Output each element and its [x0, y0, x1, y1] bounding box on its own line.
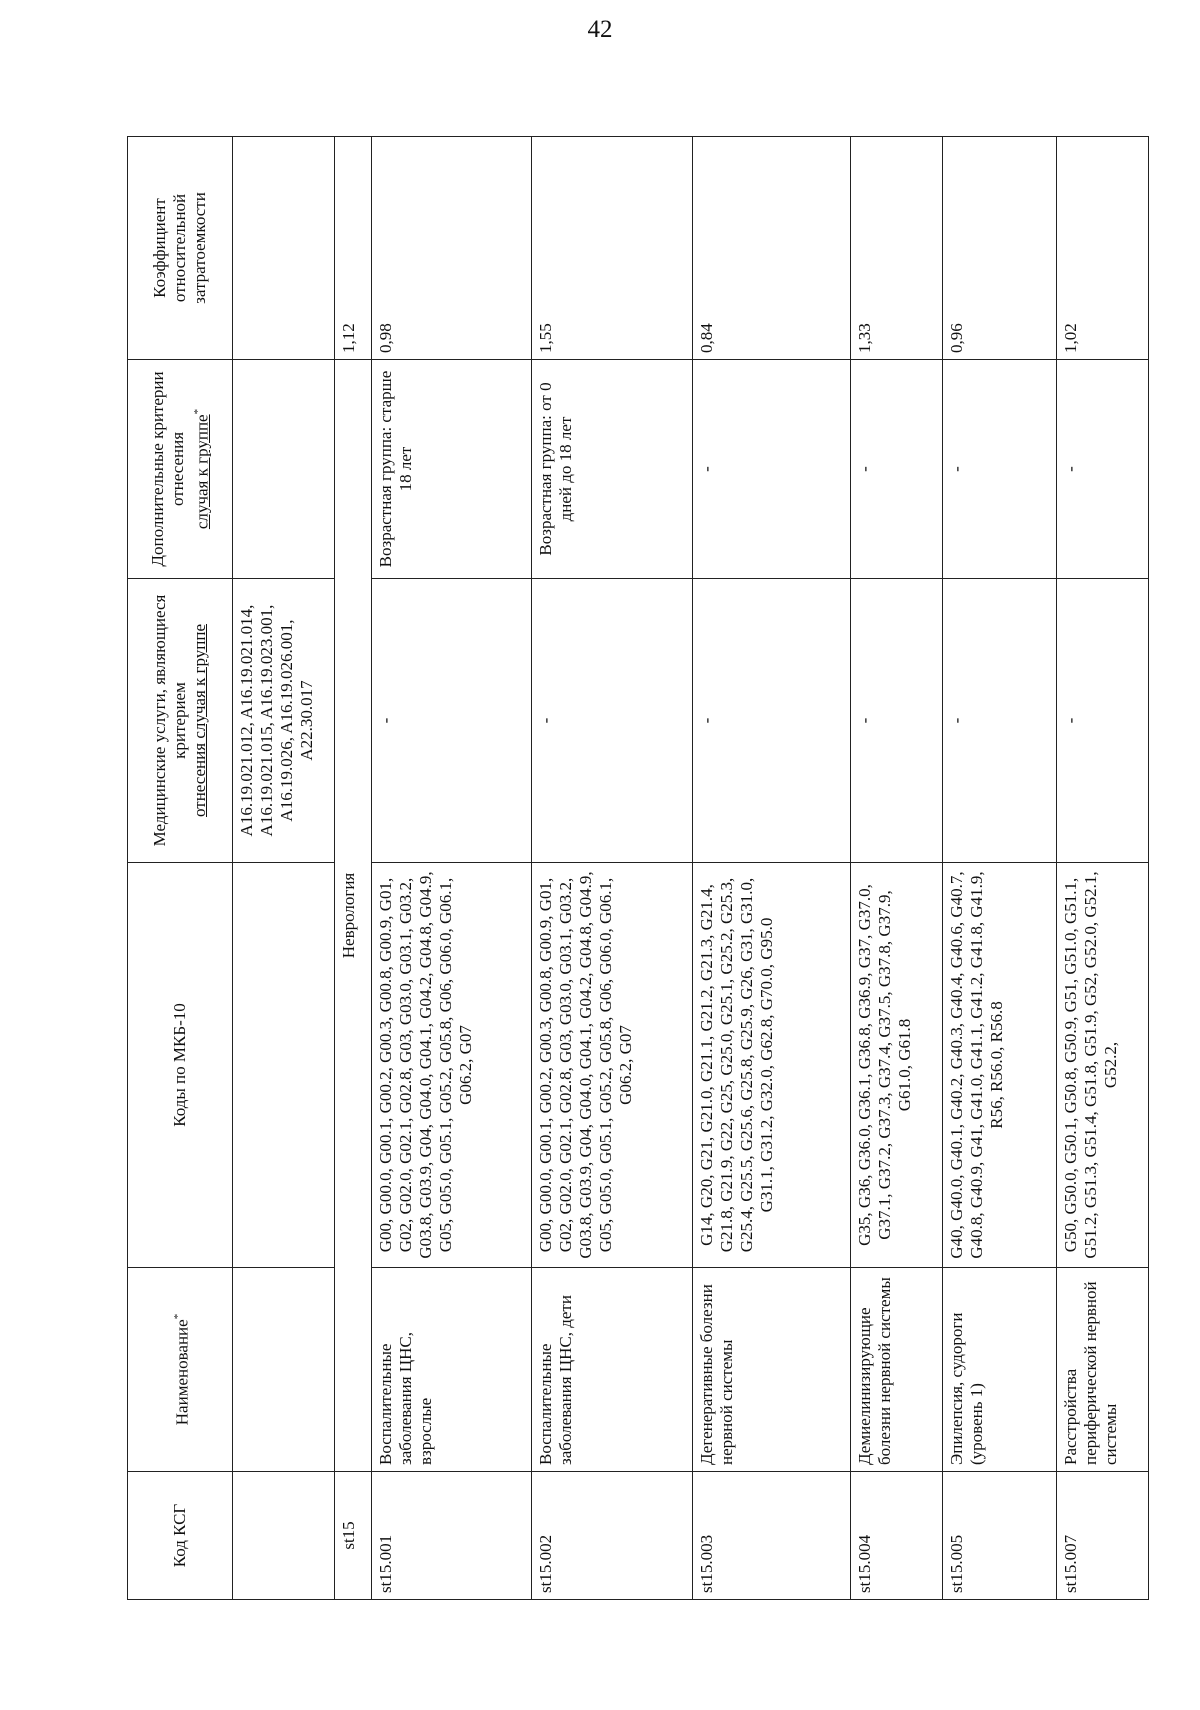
header-services: Медицинские услуги, являющиеся критерием отнесения случая к группе: [128, 579, 233, 863]
cell-services: -: [942, 579, 1057, 863]
cell-services: A16.19.021.012, A16.19.021.014, A16.19.021.015, A16.19.023.001, A16.19.026, A16.19.026.001, A22.30.017: [233, 579, 335, 863]
table-row: [1057, 137, 1149, 1600]
page-number: 42: [587, 16, 613, 43]
cell-code: st15.003: [692, 1472, 850, 1600]
section-row: [335, 137, 372, 1600]
cell-mkb: G00, G00.0, G00.1, G00.2, G00.3, G00.8, G00.9, G01, G02, G02.0, G02.1, G02.8, G03, G03.0, G03.1, G03.2, G03.8, G03.9, G04, G04.0, G04.1, G04.2, G04.8, G04.9, G05, G05.0, G05.1, G05.2, G05.8, G06, G06.0, G06.1, G06.2, G07: [372, 863, 532, 1268]
section-title: Неврология: [335, 360, 372, 1472]
cell-name: Воспалительные заболевания ЦНС, дети: [532, 1268, 692, 1472]
cell-name: Дегенеративные болезни нервной системы: [692, 1268, 850, 1472]
table-row: [942, 137, 1057, 1600]
table-row: [372, 137, 532, 1600]
section-code: st15: [335, 1472, 372, 1600]
cell-extra: [233, 360, 335, 579]
cell-name: Расстройства периферической нервной системы: [1057, 1268, 1149, 1472]
cell-extra: -: [942, 360, 1057, 579]
header-coef: Коэффициент относительной затратоемкости: [128, 137, 233, 360]
cell-extra: -: [851, 360, 943, 579]
table-row: [851, 137, 943, 1600]
cell-mkb: G14, G20, G21, G21.0, G21.1, G21.2, G21.3, G21.4, G21.8, G21.9, G22, G25, G25.0, G25.1, G25.2, G25.3, G25.4, G25.5, G25.6, G25.8, G25.9, G26, G31, G31.0, G31.1, G31.2, G32.0, G62.8, G70.0, G95.0: [692, 863, 850, 1268]
cell-extra: -: [692, 360, 850, 579]
cell-extra: Возрастная группа: от 0 дней до 18 лет: [532, 360, 692, 579]
cell-services: -: [372, 579, 532, 863]
cell-name: Эпилепсия, судороги (уровень 1): [942, 1268, 1057, 1472]
rotated-table-container: [127, 137, 1149, 1600]
cell-services: -: [692, 579, 850, 863]
table-row: [233, 137, 335, 1600]
cell-extra: -: [1057, 360, 1149, 579]
cell-code: st15.004: [851, 1472, 943, 1600]
ksg-table: [127, 136, 1149, 1600]
cell-coef: 0,96: [942, 137, 1057, 360]
cell-mkb: G40, G40.0, G40.1, G40.2, G40.3, G40.4, G40.6, G40.7, G40.8, G40.9, G41, G41.0, G41.1, G41.2, G41.8, G41.9, R56, R56.0, R56.8: [942, 863, 1057, 1268]
cell-services: -: [532, 579, 692, 863]
cell-code: st15.001: [372, 1472, 532, 1600]
cell-mkb: G35, G36, G36.0, G36.1, G36.8, G36.9, G37, G37.0, G37.1, G37.2, G37.3, G37.4, G37.5, G37.8, G37.9, G61.0, G61.8: [851, 863, 943, 1268]
table-row: [692, 137, 850, 1600]
cell-name: [233, 1268, 335, 1472]
cell-mkb: G50, G50.0, G50.1, G50.8, G50.9, G51, G51.0, G51.1, G51.2, G51.3, G51.4, G51.8, G51.9, G52, G52.0, G52.1, G52.2,: [1057, 863, 1149, 1268]
cell-code: [233, 1472, 335, 1600]
cell-coef: 1,02: [1057, 137, 1149, 360]
cell-mkb: G00, G00.0, G00.1, G00.2, G00.3, G00.8, G00.9, G01, G02, G02.0, G02.1, G02.8, G03, G03.0, G03.1, G03.2, G03.8, G03.9, G04, G04.0, G04.1, G04.2, G04.8, G04.9, G05, G05.0, G05.1, G05.2, G05.8, G06, G06.0, G06.1, G06.2, G07: [532, 863, 692, 1268]
cell-name: Демиелинизирующие болезни нервной системы: [851, 1268, 943, 1472]
header-code: Код КСГ: [128, 1472, 233, 1600]
cell-services: -: [851, 579, 943, 863]
cell-name: Воспалительные заболевания ЦНС, взрослые: [372, 1268, 532, 1472]
table-header-row: [128, 137, 233, 1600]
cell-coef: 1,55: [532, 137, 692, 360]
table-row: [532, 137, 692, 1600]
header-name: Наименование*: [128, 1268, 233, 1472]
cell-services: -: [1057, 579, 1149, 863]
cell-code: st15.005: [942, 1472, 1057, 1600]
header-mkb: Коды по МКБ-10: [128, 863, 233, 1268]
cell-code: st15.007: [1057, 1472, 1149, 1600]
cell-coef: 1,33: [851, 137, 943, 360]
cell-coef: 0,98: [372, 137, 532, 360]
section-coef: 1,12: [335, 137, 372, 360]
cell-code: st15.002: [532, 1472, 692, 1600]
header-extra: Дополнительные критерии отнесения случая к группе*: [128, 360, 233, 579]
cell-mkb: [233, 863, 335, 1268]
cell-coef: 0,84: [692, 137, 850, 360]
cell-extra: Возрастная группа: старше 18 лет: [372, 360, 532, 579]
cell-coef: [233, 137, 335, 360]
